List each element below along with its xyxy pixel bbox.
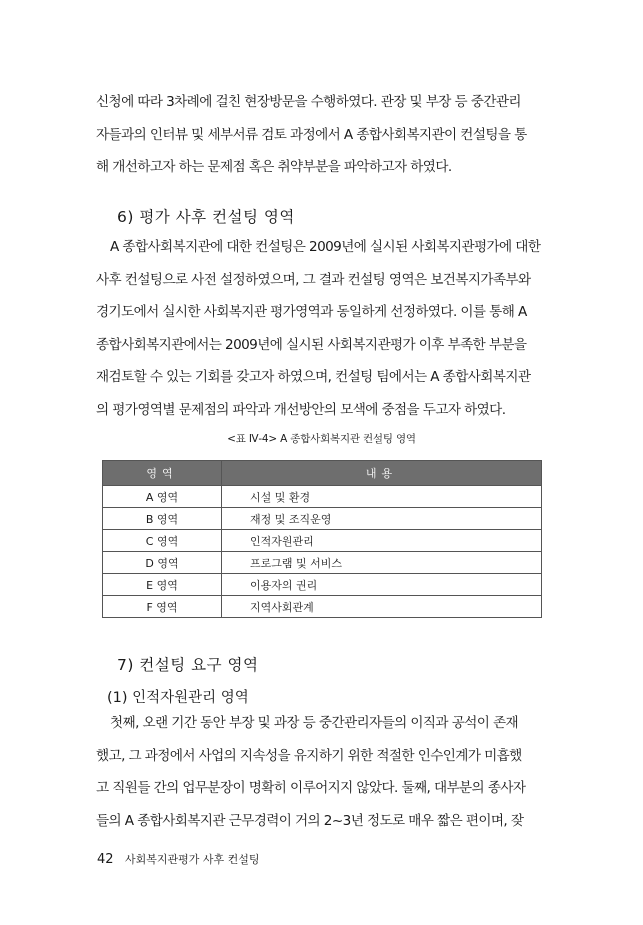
paragraph-line: 의 평가영역별 문제점의 파악과 개선방안의 모색에 중점을 두고자 하였다. [96, 401, 506, 418]
table-row [103, 508, 542, 530]
paragraph-line: 재검토할 수 있는 기회를 갖고자 하였으며, 컨설팅 팀에서는 A 종합사회복지관 [96, 369, 531, 385]
table-cell-content: 지역사회관계 [222, 596, 542, 618]
table-row [103, 486, 542, 508]
paragraph-intro [96, 86, 546, 184]
paragraph-line: 해 개선하고자 하는 문제점 혹은 취약부분을 파악하고자 하였다. [96, 159, 452, 175]
table-header-row [103, 461, 542, 486]
paragraph-line: 경기도에서 실시한 사회복지관 평가영역과 동일하게 선정하였다. 이를 통해 A [96, 304, 527, 320]
consulting-area-table [102, 460, 542, 618]
section-6-heading: 6) 평가 사후 컨설팅 영역 [117, 208, 295, 226]
paragraph-line: 고 직원들 간의 업무분장이 명확히 이루어지지 않았다. 둘째, 대부분의 종사자 [96, 780, 526, 796]
table-cell-content: 인적자원관리 [222, 530, 542, 552]
table-cell-content: 시설 및 환경 [222, 486, 542, 508]
table-cell-area: E 영역 [103, 574, 222, 596]
table-row [103, 530, 542, 552]
paragraph-hr-management [96, 707, 546, 837]
table-row [103, 596, 542, 618]
table-cell-area: F 영역 [103, 596, 222, 618]
paragraph-consulting-area [96, 231, 546, 426]
section-7-heading: 7) 컨설팅 요구 영역 [117, 656, 259, 674]
table-cell-area: A 영역 [103, 486, 222, 508]
paragraph-line: 자들과의 인터뷰 및 세부서류 검토 과정에서 A 종합사회복지관이 컨설팅을 통 [96, 126, 527, 143]
table-cell-content: 재정 및 조직운영 [222, 508, 542, 530]
paragraph-line: 사후 컨설팅으로 사전 설정하였으며, 그 결과 컨설팅 영역은 보건복지가족부와 [96, 271, 531, 288]
table-cell-area: C 영역 [103, 530, 222, 552]
table-cell-area: B 영역 [103, 508, 222, 530]
table-header-content: 내용 [222, 461, 542, 486]
paragraph-line: 종합사회복지관에서는 2009년에 실시된 사회복지관평가 이후 부족한 부분을 [96, 336, 527, 353]
paragraph-line: 신청에 따라 3차례에 걸친 현장방문을 수행하였다. 관장 및 부장 등 중간관리 [96, 94, 521, 110]
table-row [103, 552, 542, 574]
paragraph-line: A 종합사회복지관에 대한 컨설팅은 2009년에 실시된 사회복지관평가에 대한 [110, 239, 541, 255]
paragraph-line: 했고, 그 과정에서 사업의 지속성을 유지하기 위한 적절한 인수인계가 미흡했 [96, 747, 522, 764]
page-number: 42 [97, 852, 114, 867]
subsection-1-heading: (1) 인적자원관리 영역 [107, 690, 249, 706]
running-title: 사회복지관평가 사후 컨설팅 [125, 853, 260, 866]
table-cell-content: 이용자의 권리 [222, 574, 542, 596]
table-header-area: 영역 [103, 461, 222, 486]
table-cell-area: D 영역 [103, 552, 222, 574]
paragraph-line: 들의 A 종합사회복지관 근무경력이 거의 2~3년 정도로 매우 짧은 편이며, 잦 [96, 812, 524, 829]
table-caption: <표 Ⅳ-4> A 종합사회복지관 컨설팅 영역 [227, 433, 416, 445]
page-footer [97, 851, 260, 867]
table-cell-content: 프로그램 및 서비스 [222, 552, 542, 574]
table-row [103, 574, 542, 596]
paragraph-line: 첫째, 오랜 기간 동안 부장 및 과장 등 중간관리자들의 이직과 공석이 존재 [110, 715, 519, 731]
